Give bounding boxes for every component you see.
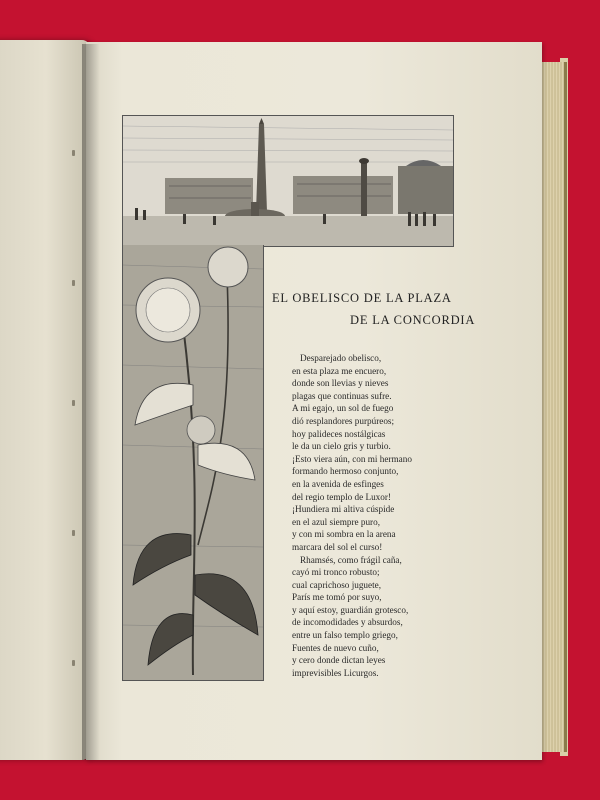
- poem-line: entre un falso templo griego,: [292, 630, 398, 641]
- poem-line: en el azul siempre puro,: [292, 516, 381, 527]
- page-stack-edge: [540, 62, 567, 752]
- binding-stitch: [72, 660, 75, 666]
- poem-line: imprevisibles Licurgos.: [292, 667, 379, 678]
- poem-line: dió resplandores purpúreos;: [292, 415, 395, 426]
- left-page: [0, 40, 90, 760]
- poem-line: donde son llevias y nieves: [292, 378, 389, 389]
- spine-shadow: [82, 44, 100, 760]
- poem-line: Rhamsés, como frágil caña,: [300, 554, 402, 565]
- poem-line: cual caprichoso juguete,: [292, 579, 382, 590]
- binding-stitch: [72, 530, 75, 536]
- poem-line: Fuentes de nuevo cuño,: [292, 642, 379, 653]
- poem-line: A mi egajo, un sol de fuego: [292, 403, 394, 414]
- poem-line: le da un cielo gris y turbio.: [292, 441, 391, 452]
- chrysanthemum-engraving: [122, 245, 264, 681]
- poem-line: París me tomó por suyo,: [292, 592, 382, 603]
- binding-stitch: [72, 280, 75, 286]
- chrysanthemum-drawing: [123, 245, 263, 680]
- poem-line: formando hermoso conjunto,: [292, 466, 399, 477]
- poem-line: y cero donde dictan leyes: [292, 655, 386, 666]
- poem-line: Desparejado obelisco,: [300, 353, 382, 363]
- poem-line: del regio templo de Luxor!: [292, 491, 391, 502]
- poem-line: en la avenida de esfinges: [292, 478, 384, 489]
- plaza-engraving-drawing: [123, 116, 453, 246]
- poem-line: de incomodidades y absurdos,: [292, 617, 403, 628]
- poem-line: y aquí estoy, guardián grotesco,: [292, 604, 409, 615]
- poem-body: [292, 352, 492, 679]
- poem-line: cayó mi tronco robusto;: [292, 567, 380, 578]
- poem-line: ¡Hundiera mi altiva cúspide: [292, 504, 395, 515]
- poem-line: marcara del sol el curso!: [292, 541, 383, 552]
- poem-line: y con mi sombra en la arena: [292, 529, 396, 540]
- poem-title-line-1: EL OBELISCO DE LA PLAZA: [272, 291, 452, 305]
- poem-line: hoy palideces nostálgicas: [292, 428, 386, 439]
- poem-line: en esta plaza me encuero,: [292, 365, 387, 376]
- binding-stitch: [72, 150, 75, 156]
- poem-line: plagas que continuas sufre.: [292, 390, 392, 401]
- binding-stitch: [72, 400, 75, 406]
- poem-title-line-2: DE LA CONCORDIA: [350, 313, 476, 327]
- poem-line: ¡Esto viera aún, con mi hermano: [292, 453, 412, 464]
- plaza-engraving: [122, 115, 454, 247]
